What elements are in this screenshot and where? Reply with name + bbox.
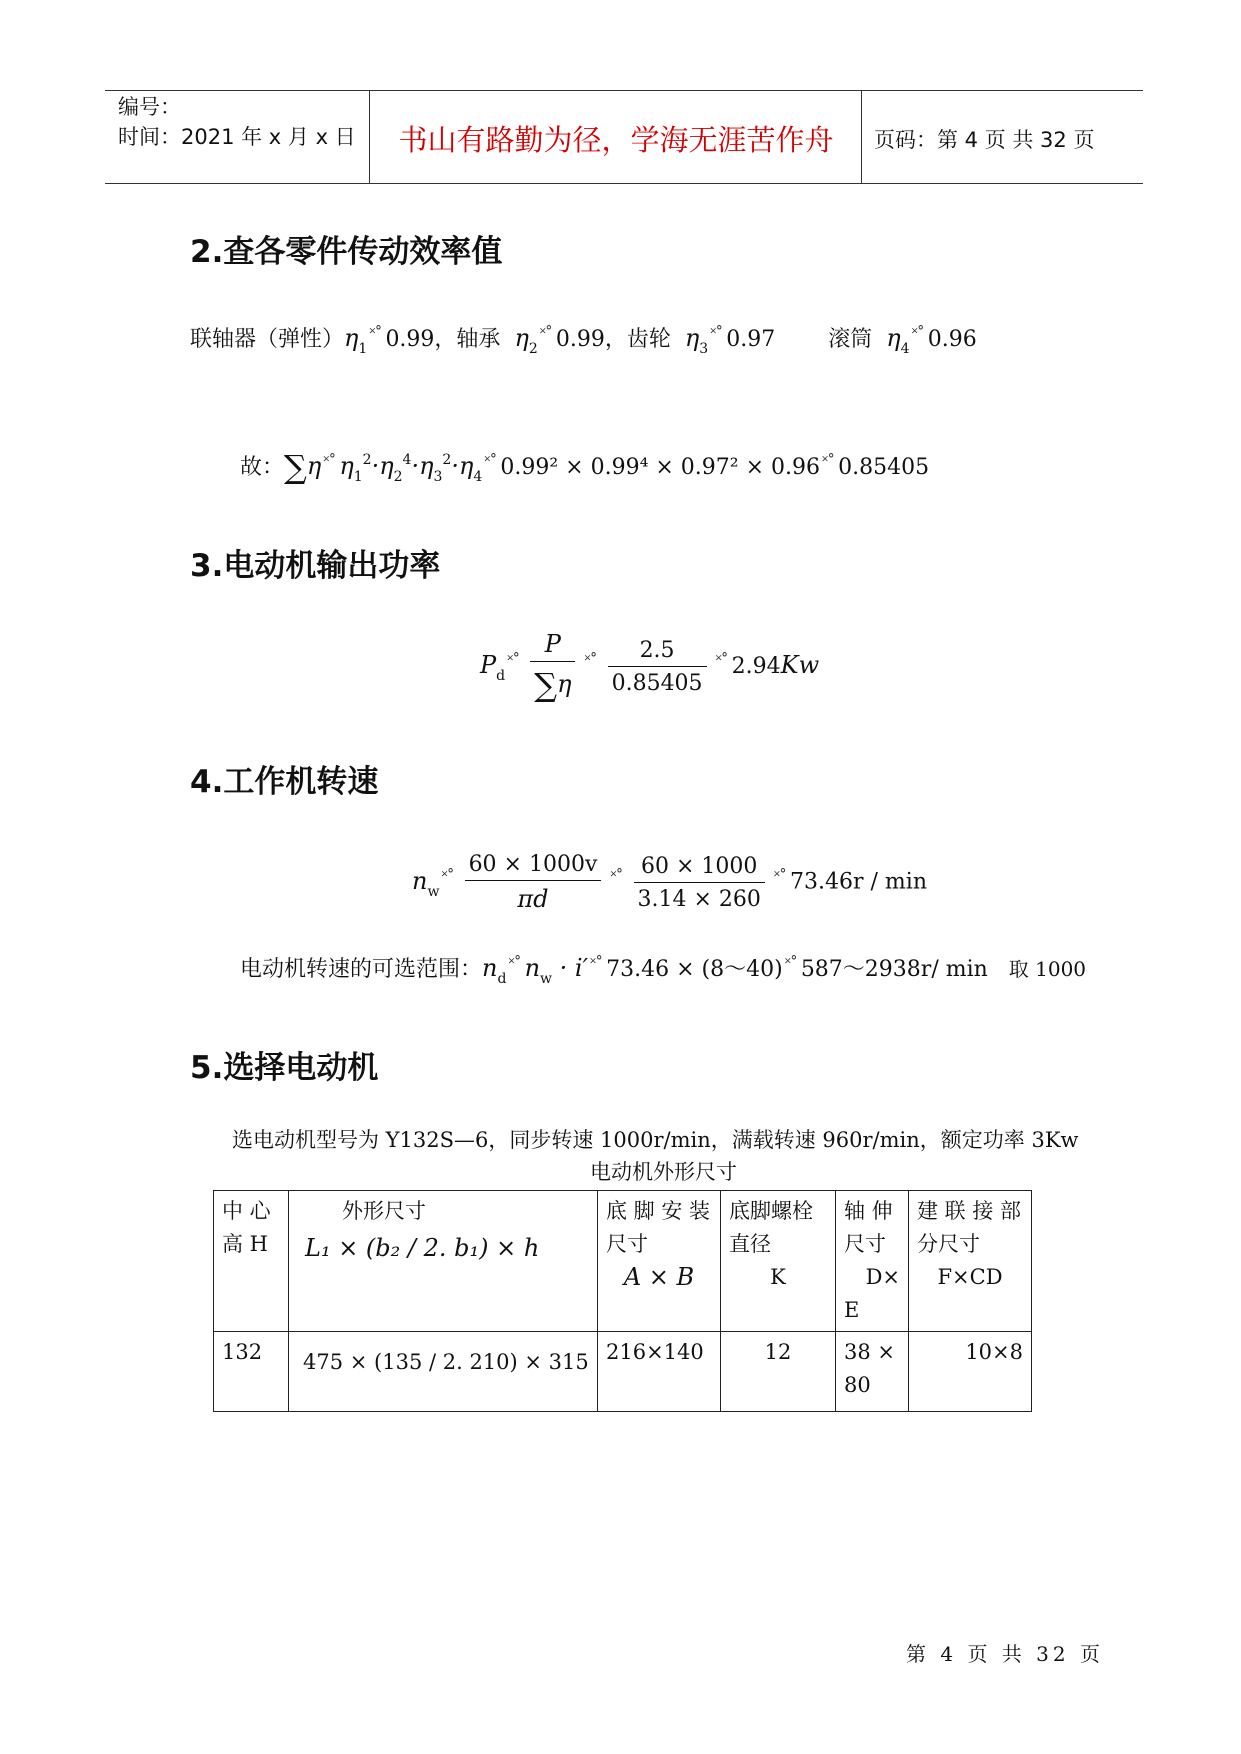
eta2-symbol: $\eta_2$ bbox=[514, 324, 538, 357]
header-key-dims: 建 联 接 部 分尺寸 F×CD bbox=[909, 1191, 1032, 1332]
motor-dimensions-table bbox=[213, 1190, 1032, 1412]
speed-fraction-symbolic: $\frac{60 \times 1000v}{\pi d}$ bbox=[465, 852, 602, 913]
footer-page-number: 第 4 页 共 32 页 bbox=[906, 1642, 1104, 1666]
section-title-motor: 5.选择电动机 bbox=[190, 1050, 379, 1086]
table-header-row bbox=[214, 1191, 1032, 1332]
drum-label: 滚筒 bbox=[828, 327, 873, 352]
speed-range-result: 587～2938 bbox=[800, 957, 921, 982]
coupling-label: 联轴器（弹性） bbox=[190, 327, 345, 352]
power-fraction-symbolic: $\frac{P}{\sum\eta}$ bbox=[530, 630, 575, 704]
speed-range-prefix: 电动机转速的可选范围： bbox=[240, 957, 483, 982]
header-time: 时间：2021 年 x 月 x 日 bbox=[118, 125, 356, 149]
power-unit: Kw bbox=[780, 651, 820, 679]
eta4-value: 0.96 bbox=[927, 327, 977, 352]
header-top-rule bbox=[105, 90, 1143, 91]
section-title-speed: 4.工作机转速 bbox=[190, 764, 379, 800]
header-divider-left bbox=[369, 90, 370, 184]
cell-bolt-diameter: 12 bbox=[721, 1332, 836, 1412]
speed-range-line: 电动机转速的可选范围：$n_d^{˟˚}$ $n_w \cdot i'$ ˟˚ 73.46 × (8～40) ˟˚ 587～2938r/ min 取 1000 bbox=[240, 954, 1087, 987]
total-eff-result: 0.85405 bbox=[838, 455, 930, 480]
power-result: 2.94 bbox=[731, 654, 781, 679]
header-meta bbox=[118, 92, 356, 152]
header-bottom-rule bbox=[105, 183, 1143, 184]
header-number: 编号： bbox=[118, 95, 181, 119]
speed-choice: 取 1000 bbox=[1008, 957, 1087, 981]
cell-center-height: 132 bbox=[214, 1332, 289, 1412]
cell-outline-dims: 475 × (135 / 2. 210) × 315 bbox=[289, 1332, 598, 1412]
speed-fraction-numeric: $\frac{60 \times 1000}{3.14 \times 260}$ bbox=[634, 854, 765, 912]
power-fraction-numeric: $\frac{2.5}{0.85405}$ bbox=[608, 638, 707, 696]
eta2-value: 0.99 bbox=[555, 327, 605, 352]
section-title-efficiency: 2.查各零件传动效率值 bbox=[190, 234, 503, 270]
cell-shaft-extension: 38 × 80 bbox=[836, 1332, 909, 1412]
eta3-value: 0.97 bbox=[726, 327, 776, 352]
motor-selection-text: 选电动机型号为 Y132S—6，同步转速 1000r/min，满载转速 960r/min，额定功率 3Kw bbox=[232, 1128, 1079, 1152]
total-efficiency-line: 故：∑η ˟˚ $\eta_1^2\cdot\eta_2^4\cdot\eta_3^2\cdot\eta_4^{˟˚}$ 0.99² × 0.99⁴ × 0.97² × 0.96 ˟˚ 0.85405 bbox=[240, 448, 930, 486]
bearing-label: ，轴承 bbox=[434, 327, 501, 352]
efficiency-values-line: 联轴器（弹性）$\eta_1^{˟˚}$ 0.99，轴承 $\eta_2^{˟˚}$ 0.99，齿轮 $\eta_3^{˟˚}$ 0.97 滚筒 $\eta_4^{˟˚}$ 0.96 bbox=[190, 324, 977, 357]
header-outline-dims: 外形尺寸 L₁ × (b₂ / 2. b₁) × h bbox=[289, 1191, 598, 1332]
eta1-value: 0.99 bbox=[385, 327, 435, 352]
nw-symbol: $n_w$ bbox=[412, 866, 440, 900]
power-equation: $P_d^{˟˚}$ $\frac{P}{\sum\eta}$ ˟˚ $\frac{2.5}{0.85405}$ ˟˚ 2.94Kw bbox=[480, 630, 820, 704]
header-divider-right bbox=[861, 90, 862, 184]
speed-range-unit: r/ min bbox=[920, 957, 988, 982]
cell-foot-mount: 216×140 bbox=[598, 1332, 721, 1412]
pd-symbol: $P_d$ bbox=[480, 651, 506, 684]
header-center-height: 中 心 高 H bbox=[214, 1191, 289, 1332]
cell-key-dims: 10×8 bbox=[909, 1332, 1032, 1412]
header-page-number: 页码：第 4 页 共 32 页 bbox=[874, 128, 1095, 152]
speed-result: 73.46 bbox=[790, 869, 854, 895]
gear-label: ，齿轮 bbox=[604, 327, 671, 352]
speed-unit: r / min bbox=[853, 869, 927, 895]
total-eff-expr: 0.99² × 0.99⁴ × 0.97² × 0.96 bbox=[500, 455, 821, 480]
header-foot-mount: 底 脚 安 装 尺寸 A × B bbox=[598, 1191, 721, 1332]
sigma-symbol: ∑ bbox=[284, 448, 307, 486]
eta-product: $\eta_1^2\cdot\eta_2^4\cdot\eta_3^2\cdot\eta_4$ bbox=[339, 452, 483, 485]
speed-equation: $n_w^{˟˚}$ $\frac{60 \times 1000v}{\pi d}$ ˟˚ $\frac{60 \times 1000}{3.14 \times 260}$ ˟˚ 73.46r / min bbox=[412, 852, 927, 913]
section-title-power: 3.电动机输出功率 bbox=[190, 548, 441, 584]
table-row bbox=[214, 1332, 1032, 1412]
table-caption: 电动机外形尺寸 bbox=[590, 1160, 737, 1184]
eta1-symbol: $\eta_1$ bbox=[344, 324, 368, 357]
header-motto: 书山有路勤为径，学海无涯苦作舟 bbox=[398, 123, 834, 157]
eta3-symbol: $\eta_3$ bbox=[684, 324, 709, 357]
header-shaft-extension: 轴 伸 尺寸 D× E bbox=[836, 1191, 909, 1332]
header-bolt-diameter: 底脚螺栓 直径 K bbox=[721, 1191, 836, 1332]
speed-range-expr: 73.46 × (8～40) bbox=[606, 957, 783, 982]
total-eff-prefix: 故： bbox=[240, 455, 285, 480]
eta4-symbol: $\eta_4$ bbox=[886, 324, 910, 357]
equals-glyph: ˟˚ bbox=[369, 324, 382, 343]
